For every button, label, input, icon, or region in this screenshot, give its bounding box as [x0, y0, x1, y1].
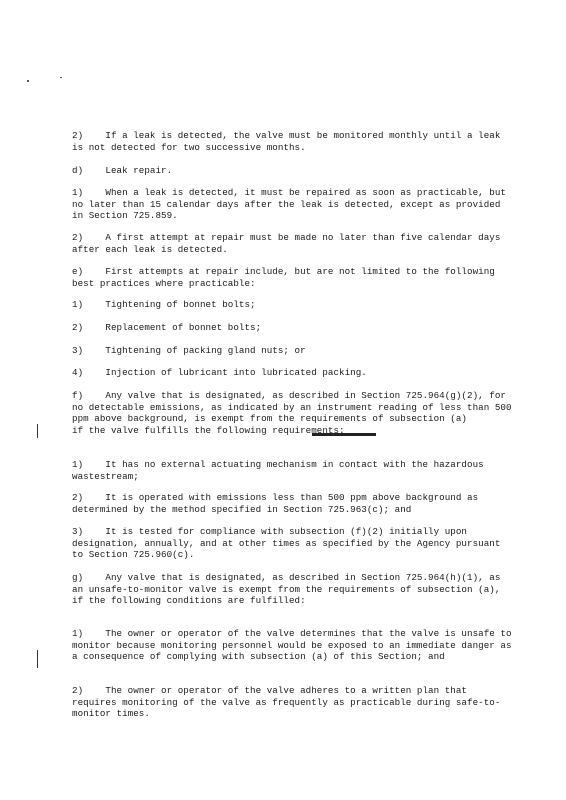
paragraph: 2) It is operated with emissions less than 500 ppm above background as determined by the method specified in Section 725.963(c); and	[72, 492, 484, 515]
paragraph: f) Any valve that is designated, as described in Section 725.964(g)(2), for no detectable emissions, as indicated by an instrument reading of less than 500 ppm above background, is exempt from the requirements of subsection (a) if the valve fulfills the following requirements:	[72, 390, 557, 436]
paragraph: 3) It is tested for compliance with subsection (f)(2) initially upon designation, annually, and at other times as specified by the Agency pursuant to Section 725.960(c).	[72, 526, 506, 560]
paragraph: 1) When a leak is detected, it must be repaired as soon as practicable, but no later than 15 calendar days after the leak is detected, except as provided in Section 725.859.	[72, 187, 512, 221]
paragraph: 2) The owner or operator of the valve adheres to a written plan that requires monitoring of the valve as frequently as practicable during safe-to-monitor times.	[72, 685, 501, 719]
paragraph: g) Any valve that is designated, as described in Section 725.964(h)(1), as an unsafe-to-monitor valve is exempt from the requirements of subsection (a), if the following conditions are fulfilled:	[72, 572, 506, 606]
paragraph: 1) It has no external actuating mechanism in contact with the hazardous wastestream;	[72, 459, 490, 482]
paragraph: 2) If a leak is detected, the valve must be monitored monthly until a leak is not detected for two successive months.	[72, 130, 506, 153]
change-bar	[37, 650, 38, 668]
paragraph: 2) Replacement of bonnet bolts;	[72, 322, 262, 333]
paragraph: e) First attempts at repair include, but are not limited to the following best practices where practicable:	[72, 266, 501, 289]
scan-speck	[60, 77, 62, 78]
change-bar	[37, 424, 38, 438]
paragraph: d) Leak repair.	[72, 165, 173, 176]
paragraph: 2) A first attempt at repair must be made no later than five calendar days after each leak is detected.	[72, 232, 506, 255]
paragraph: 1) Tightening of bonnet bolts;	[72, 299, 256, 310]
paragraph: 1) The owner or operator of the valve determines that the valve is unsafe to monitor because monitoring personnel would be exposed to an immediate danger as a consequence of complying with subsection (a) of this Section; and	[72, 628, 518, 662]
scan-speck	[27, 80, 29, 82]
paragraph: 4) Injection of lubricant into lubricated packing.	[72, 367, 367, 378]
paragraph: 3) Tightening of packing gland nuts; or	[72, 345, 306, 356]
